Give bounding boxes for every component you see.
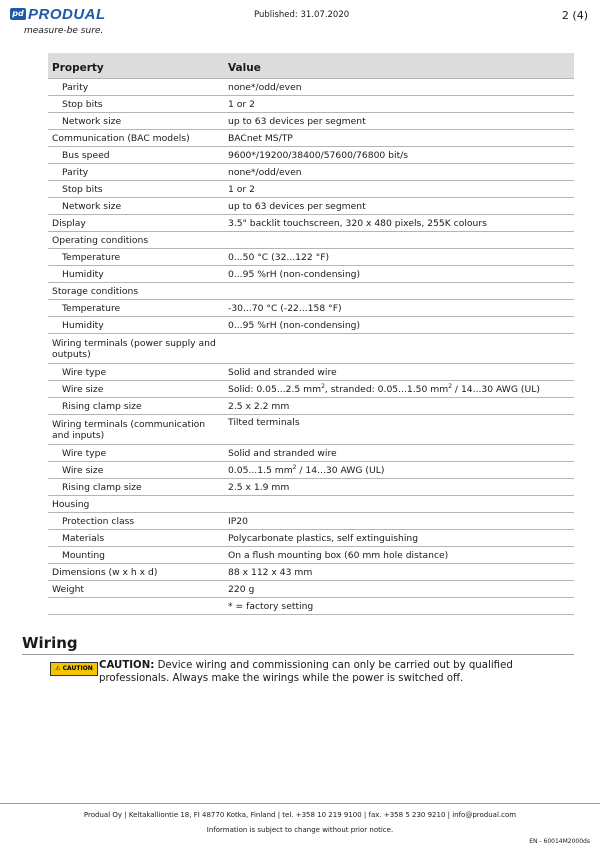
specification-table (48, 53, 574, 615)
table-row (48, 79, 574, 96)
caution-notice (99, 659, 579, 685)
property-cell: Wiring terminals (power supply and outputs) (48, 334, 224, 364)
property-cell: Stop bits (48, 181, 224, 198)
value-cell: 0...95 %rH (non-condensing) (224, 266, 574, 283)
property-cell: Parity (48, 164, 224, 181)
property-cell: Stop bits (48, 96, 224, 113)
table-row (48, 113, 574, 130)
value-cell: 3.5" backlit touchscreen, 320 x 480 pixels, 255K colours (224, 215, 574, 232)
property-cell: Wiring terminals (communication and inputs) (48, 415, 224, 445)
property-cell: Temperature (48, 300, 224, 317)
table-row (48, 198, 574, 215)
wire-size-range: 0.05...1.5 mm (228, 464, 293, 476)
value-cell (224, 462, 574, 479)
produal-logo (10, 8, 106, 27)
value-cell: none*/odd/even (224, 79, 574, 96)
value-cell: none*/odd/even (224, 164, 574, 181)
property-cell: Protection class (48, 513, 224, 530)
value-cell: 1 or 2 (224, 181, 574, 198)
logo-name: PRODUAL (28, 6, 106, 23)
page-number: 2 (4) (561, 9, 588, 22)
value-cell (224, 334, 574, 364)
superscript: 2 (292, 463, 297, 471)
value-cell: BACnet MS/TP (224, 130, 574, 147)
section-divider (22, 654, 574, 655)
table-row (48, 547, 574, 564)
page-header (0, 0, 600, 44)
table-row (48, 462, 574, 479)
table-row (48, 215, 574, 232)
table-row (48, 96, 574, 113)
table-row (48, 445, 574, 462)
property-cell: Storage conditions (48, 283, 224, 300)
document-id: EN - 60014M2000ds (529, 838, 590, 845)
property-cell: Dimensions (w x h x d) (48, 564, 224, 581)
property-cell: Rising clamp size (48, 479, 224, 496)
value-cell (224, 283, 574, 300)
logo-mark-icon: pd (10, 8, 26, 20)
wire-size-awg: / 14...30 AWG (UL) (452, 383, 540, 395)
slogan: measure-be sure. (24, 26, 104, 36)
table-row (48, 530, 574, 547)
table-row (48, 181, 574, 198)
value-cell: 1 or 2 (224, 96, 574, 113)
caution-badge-label: CAUTION (62, 665, 93, 672)
property-cell: Operating conditions (48, 232, 224, 249)
property-cell: Rising clamp size (48, 398, 224, 415)
table-row (48, 513, 574, 530)
caution-label: CAUTION: (99, 660, 155, 671)
value-cell (224, 496, 574, 513)
property-cell: Temperature (48, 249, 224, 266)
column-header-value: Value (224, 53, 574, 79)
property-cell: Parity (48, 79, 224, 96)
table-row (48, 334, 574, 364)
wire-size-stranded: , stranded: 0.05...1.50 mm (324, 383, 449, 395)
property-cell: Materials (48, 530, 224, 547)
property-cell: Network size (48, 198, 224, 215)
property-cell: Display (48, 215, 224, 232)
table-row (48, 496, 574, 513)
value-cell: * = factory setting (224, 598, 574, 615)
table-row (48, 232, 574, 249)
table-row (48, 564, 574, 581)
table-row (48, 398, 574, 415)
table-row (48, 381, 574, 398)
property-cell: Wire size (48, 381, 224, 398)
wire-size-solid: Solid: 0.05...2.5 mm (228, 383, 322, 395)
table-row (48, 581, 574, 598)
value-cell: 0...50 °C (32...122 °F) (224, 249, 574, 266)
property-cell: Humidity (48, 317, 224, 334)
value-cell: IP20 (224, 513, 574, 530)
table-row (48, 317, 574, 334)
property-cell: Bus speed (48, 147, 224, 164)
table-row (48, 164, 574, 181)
value-cell (224, 232, 574, 249)
property-cell: Network size (48, 113, 224, 130)
superscript: 2 (448, 382, 453, 390)
table-row (48, 130, 574, 147)
property-cell: Wire type (48, 364, 224, 381)
table-row (48, 147, 574, 164)
property-cell: Humidity (48, 266, 224, 283)
value-cell: up to 63 devices per segment (224, 113, 574, 130)
property-cell: Housing (48, 496, 224, 513)
table-row (48, 364, 574, 381)
caution-warning-icon: ⚠ CAUTION (50, 662, 98, 676)
footer-address: Produal Oy | Keltakalliontie 18, FI 48770 Kotka, Finland | tel. +358 10 219 9100 | fax. +358 5 230 9210 | info@produal.com (83, 811, 517, 819)
property-cell: Wire size (48, 462, 224, 479)
property-cell (48, 598, 224, 615)
property-cell: Weight (48, 581, 224, 598)
table-row (48, 283, 574, 300)
property-cell: Wire type (48, 445, 224, 462)
footer-divider (0, 803, 600, 804)
value-cell: 220 g (224, 581, 574, 598)
table-row (48, 598, 574, 615)
table-row (48, 479, 574, 496)
value-cell: Tilted terminals (224, 415, 574, 445)
value-cell: Solid and stranded wire (224, 364, 574, 381)
value-cell: -30...70 °C (-22...158 °F) (224, 300, 574, 317)
table-row (48, 415, 574, 445)
table-row (48, 266, 574, 283)
property-cell: Communication (BAC models) (48, 130, 224, 147)
table-row (48, 249, 574, 266)
table-row (48, 300, 574, 317)
caution-body: Device wiring and commissioning can only be carried out by qualified professionals. Always make the wirings while the power is switched off. (99, 660, 513, 684)
property-cell: Mounting (48, 547, 224, 564)
superscript: 2 (321, 382, 325, 390)
value-cell: 88 x 112 x 43 mm (224, 564, 574, 581)
value-cell: up to 63 devices per segment (224, 198, 574, 215)
value-cell: On a flush mounting box (60 mm hole distance) (224, 547, 574, 564)
value-cell: Polycarbonate plastics, self extinguishing (224, 530, 574, 547)
value-cell (224, 381, 574, 398)
column-header-property: Property (48, 53, 224, 79)
value-cell: 0...95 %rH (non-condensing) (224, 317, 574, 334)
wire-size-awg: / 14...30 AWG (UL) (296, 464, 385, 476)
value-cell: 2.5 x 2.2 mm (224, 398, 574, 415)
value-cell: Solid and stranded wire (224, 445, 574, 462)
table-header-row (48, 53, 574, 79)
footer-note: Information is subject to change without prior notice. (206, 826, 394, 834)
published-date: Published: 31.07.2020 (254, 10, 350, 20)
value-cell: 2.5 x 1.9 mm (224, 479, 574, 496)
value-cell: 9600*/19200/38400/57600/76800 bit/s (224, 147, 574, 164)
section-title-wiring: Wiring (22, 634, 78, 652)
